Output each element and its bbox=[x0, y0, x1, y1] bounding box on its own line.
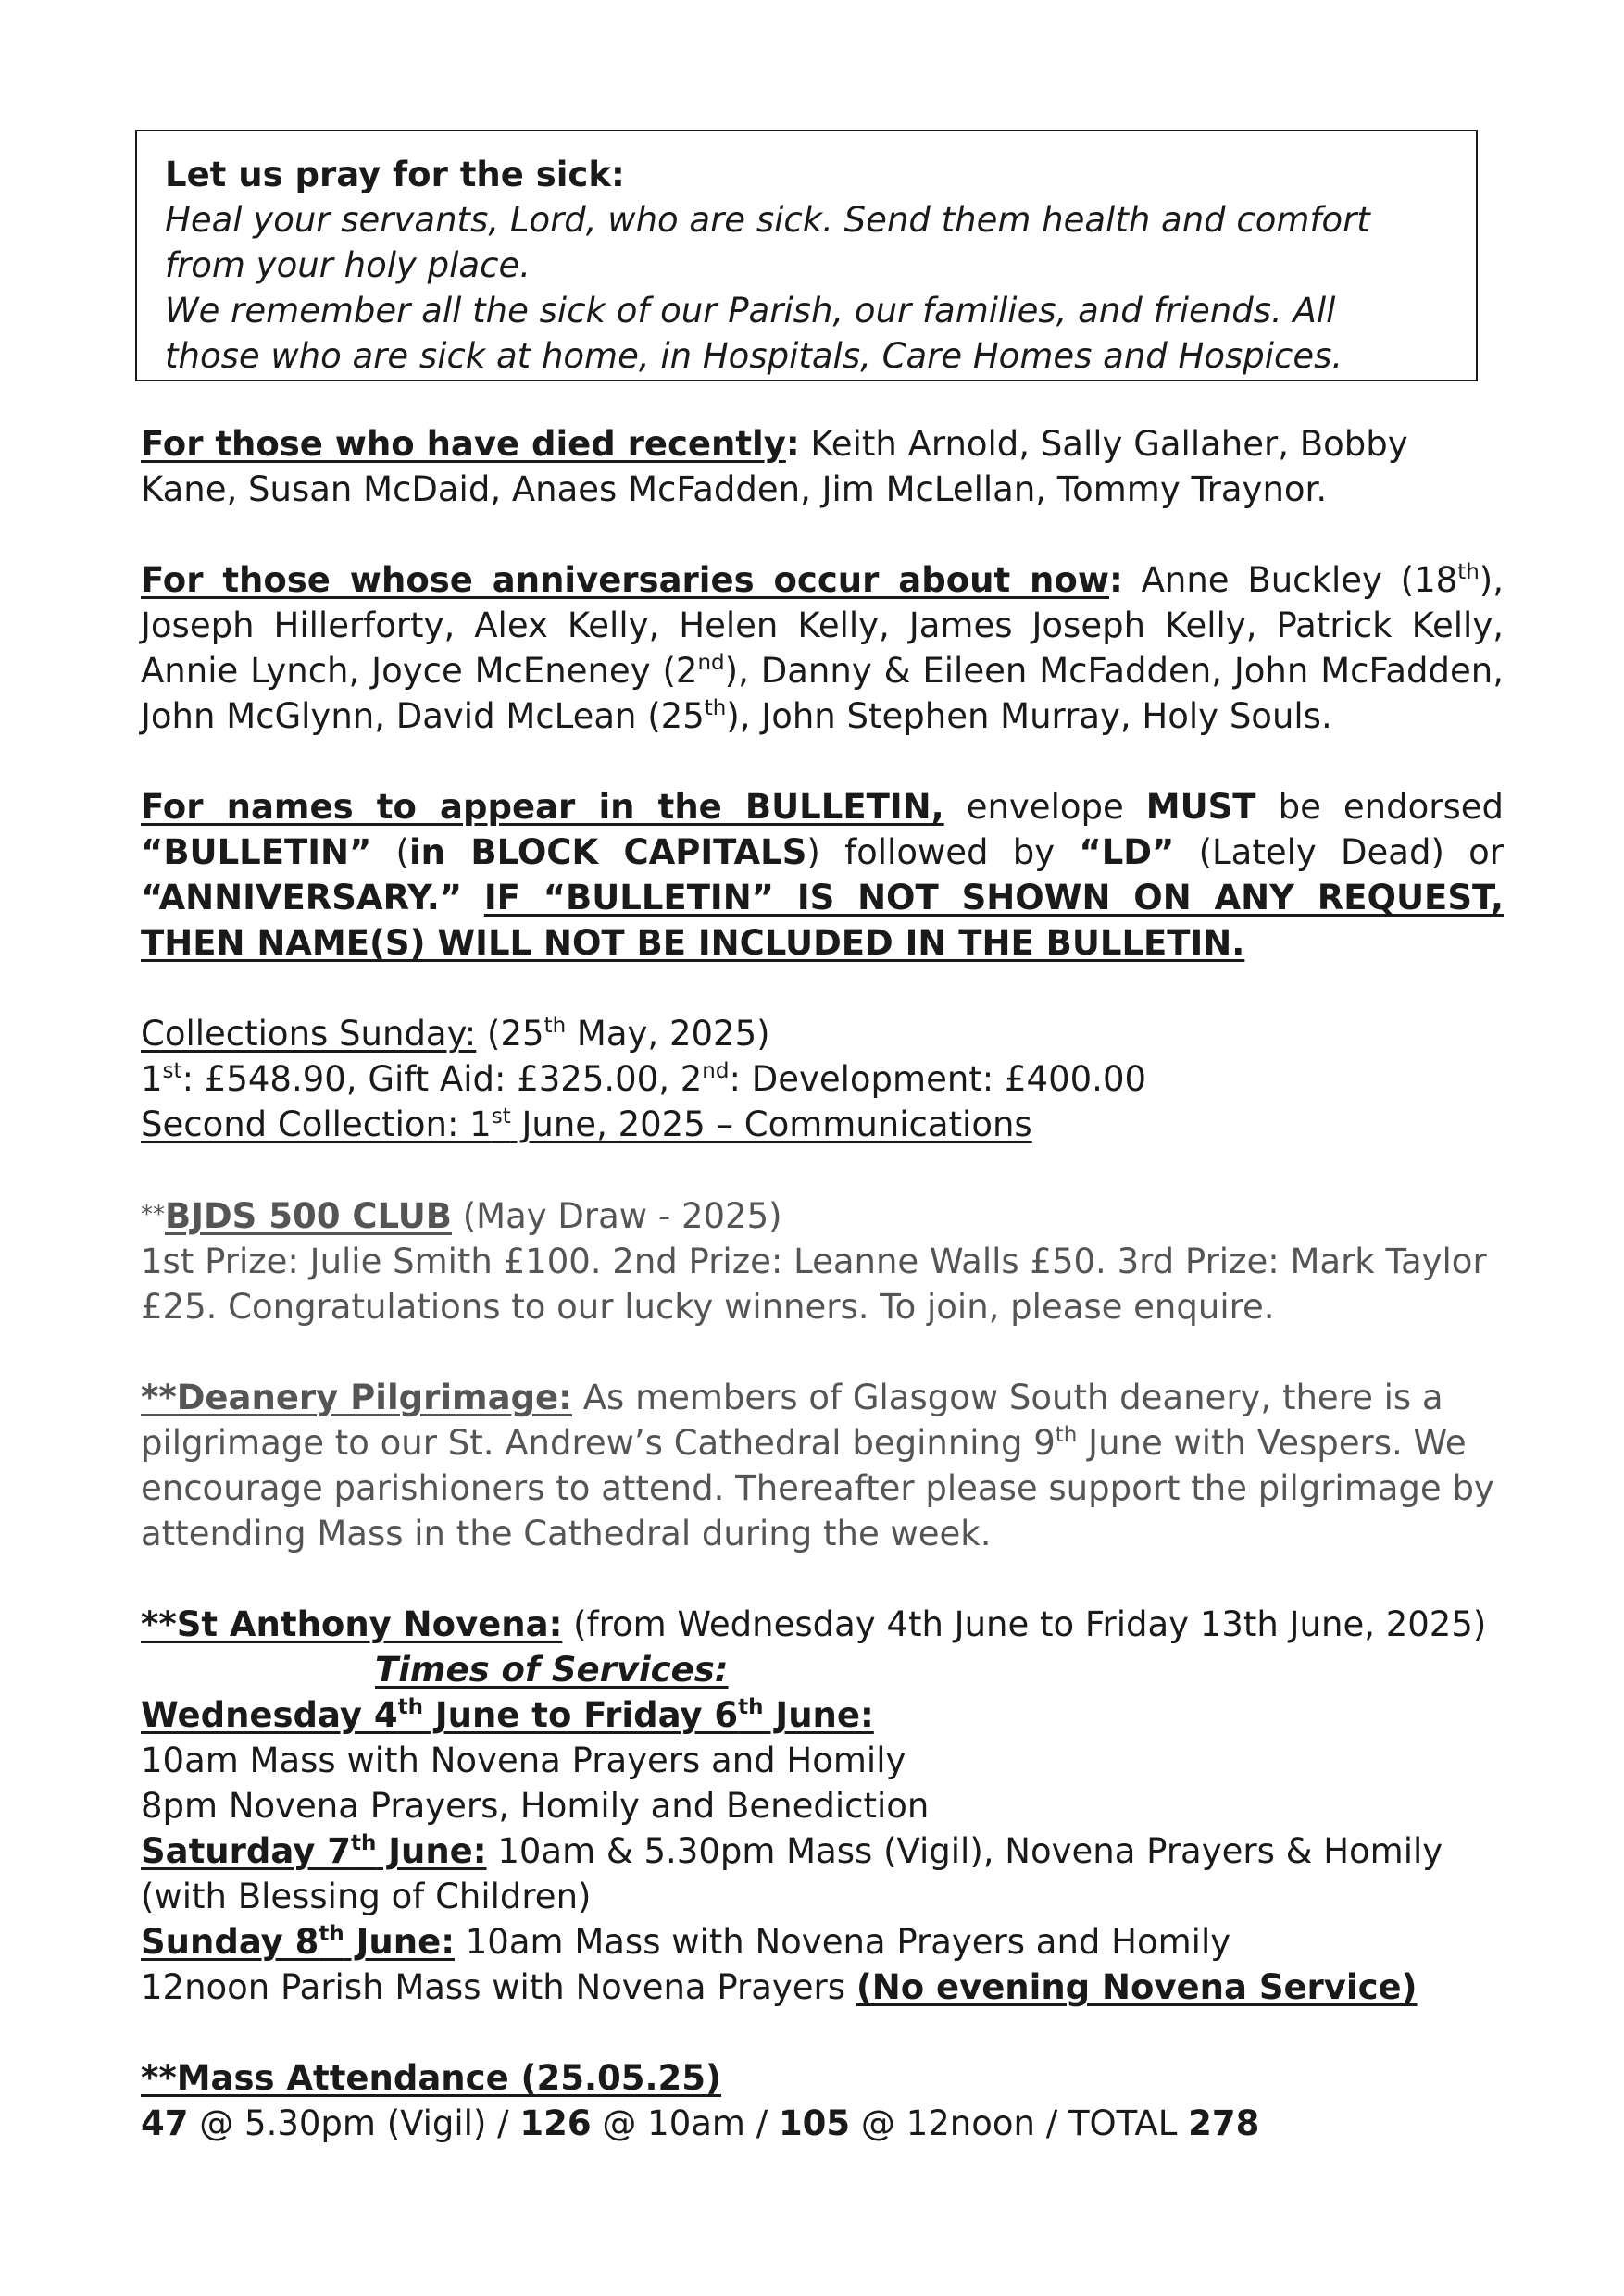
wednesday-a: Wednesday 4 bbox=[141, 1695, 398, 1735]
sick-prayer-line-4: those who are sick at home, in Hospitals, Care Homes and Hospices. bbox=[165, 336, 1343, 376]
novena-label: **St Anthony Novena: bbox=[141, 1604, 563, 1644]
second-collection-sup: st bbox=[491, 1104, 511, 1129]
collections-first-b: : £548.90, Gift Aid: £325.00, 2 bbox=[181, 1059, 703, 1099]
bulletin-text-5: (Lately Dead) or bbox=[1174, 832, 1504, 872]
attendance-text-1: @ 5.30pm (Vigil) / bbox=[188, 2103, 520, 2143]
anniversaries-text-4: ), John Stephen Murray, Holy Souls. bbox=[726, 696, 1332, 736]
recently-died-names: Keith Arnold, Sally Gallaher, Bobby Kane, Susan McDaid, Anaes McFadden, Jim McLellan, Tommy Traynor. bbox=[141, 424, 1408, 509]
anniversaries-sup-3: th bbox=[704, 696, 727, 720]
pilgrimage-section bbox=[141, 1375, 1504, 1556]
bulletin-text-4: ) followed by bbox=[806, 832, 1080, 872]
pilgrimage-text-1: As members of Glasgow South deanery, there is a pilgrimage to our St. Andrew’s Cathedral beginning 9 bbox=[141, 1378, 1443, 1463]
pilgrimage-label: **Deanery Pilgrimage: bbox=[141, 1378, 572, 1417]
wednesday-line-1: 10am Mass with Novena Prayers and Homily bbox=[141, 1741, 906, 1780]
attendance-vigil-count: 47 bbox=[141, 2103, 189, 2143]
saturday-text: 10am & 5.30pm Mass (Vigil), Novena Prayers & Homily bbox=[486, 1831, 1443, 1871]
saturday-heading bbox=[141, 1831, 487, 1871]
wednesday-heading bbox=[141, 1692, 1504, 1738]
saturday-sup: th bbox=[350, 1831, 377, 1855]
wednesday-c: June: bbox=[763, 1695, 874, 1735]
collections-first-a: 1 bbox=[141, 1059, 163, 1099]
club-stars: ** bbox=[141, 1201, 165, 1229]
noon-mass-text: 12noon Parish Mass with Novena Prayers bbox=[141, 1967, 856, 2007]
pilgrimage-sup: th bbox=[1055, 1423, 1078, 1447]
attendance-10am-count: 126 bbox=[519, 2103, 592, 2143]
collections-development: : Development: £400.00 bbox=[729, 1059, 1147, 1099]
sick-prayer-line-2: from your holy place. bbox=[165, 245, 531, 285]
attendance-label: **Mass Attendance (25.05.25) bbox=[141, 2058, 721, 2098]
attendance-text-2: @ 10am / bbox=[591, 2103, 779, 2143]
second-collection-line bbox=[141, 1102, 1504, 1147]
bulletin-warning: IF “BULLETIN” IS NOT SHOWN ON ANY REQUEST, THEN NAME(S) WILL NOT BE INCLUDED IN THE BULLETIN. bbox=[141, 878, 1504, 963]
prayer-for-sick-box bbox=[135, 130, 1478, 381]
pilgrimage-text-2: June with Vespers. We encourage parishioners to attend. Thereafter please support the pilgrimage by attending Mass in the Cathedral during the week. bbox=[141, 1423, 1494, 1554]
sunday-heading bbox=[141, 1922, 455, 1962]
bulletin-text-3: ( bbox=[371, 832, 409, 872]
bulletin-instructions-label: For names to appear in the BULLETIN, bbox=[141, 787, 944, 827]
anniversaries-label: For those whose anniversaries occur about now bbox=[141, 560, 1110, 600]
collections-label: Collections Sunday: bbox=[141, 1014, 477, 1054]
attendance-total: 278 bbox=[1188, 2103, 1260, 2143]
sunday-sup: th bbox=[319, 1922, 344, 1946]
sunday-b: June: bbox=[344, 1922, 455, 1962]
wednesday-sup-2: th bbox=[738, 1695, 764, 1719]
anniversaries-sup-2: nd bbox=[697, 651, 725, 675]
sick-heading: Let us pray for the sick: bbox=[165, 155, 625, 194]
attendance-text-3: @ 12noon / TOTAL bbox=[850, 2103, 1189, 2143]
novena-dates: (from Wednesday 4th June to Friday 13th June, 2025) bbox=[562, 1604, 1487, 1644]
anniversaries-text-2: ), Joseph Hillerforty, Alex Kelly, Helen Kelly, James Joseph Kelly, Patrick Kelly, Annie Lynch, Joyce McEneney (2 bbox=[141, 560, 1504, 691]
bulletin-text-1: envelope bbox=[943, 787, 1146, 827]
anniversaries-text-3: ), Danny & Eileen McFadden, John McFadden, John McGlynn, David McLean (25 bbox=[141, 651, 1504, 736]
bulletin-must: MUST bbox=[1145, 787, 1256, 827]
sick-prayer-line-3: We remember all the sick of our Parish, our families, and friends. All bbox=[165, 291, 1336, 331]
bulletin-text-6 bbox=[462, 878, 484, 917]
anniversaries-sup-1: th bbox=[1457, 560, 1480, 584]
anniversaries-text-1: Anne Buckley (18 bbox=[1122, 560, 1458, 600]
sunday-text: 10am Mass with Novena Prayers and Homily bbox=[455, 1922, 1231, 1962]
sick-prayer-line-1: Heal your servants, Lord, who are sick. Send them health and comfort bbox=[165, 200, 1370, 240]
collections-first-sup: st bbox=[162, 1059, 182, 1083]
collections-section bbox=[141, 1011, 1504, 1147]
recently-died-colon: : bbox=[785, 424, 800, 464]
second-collection-b: June, 2025 – Communications bbox=[510, 1104, 1032, 1144]
second-collection-a: Second Collection: 1 bbox=[141, 1104, 492, 1144]
bulletin-content bbox=[141, 421, 1504, 2191]
collections-date-b: May, 2025) bbox=[566, 1014, 770, 1054]
services-heading: Times of Services: bbox=[375, 1650, 729, 1690]
no-evening-note: (No evening Novena Service) bbox=[856, 1967, 1418, 2007]
wednesday-sup: th bbox=[397, 1695, 423, 1719]
mass-attendance-section bbox=[141, 2055, 1504, 2146]
bulletin-word: “BULLETIN” bbox=[141, 832, 372, 872]
bulletin-instructions-section bbox=[141, 784, 1504, 966]
club-draw: (May Draw - 2025) bbox=[451, 1196, 782, 1236]
bulletin-text-2: be endorsed bbox=[1255, 787, 1504, 827]
anniversaries-colon: : bbox=[1109, 560, 1123, 600]
500-club-section bbox=[141, 1192, 1504, 1329]
bulletin-anniversary: “ANNIVERSARY.” bbox=[141, 878, 463, 917]
novena-section bbox=[141, 1602, 1504, 2010]
wednesday-b: June to Friday 6 bbox=[422, 1695, 739, 1735]
anniversaries-section bbox=[141, 557, 1504, 739]
collections-second-sup: nd bbox=[702, 1059, 730, 1083]
attendance-noon-count: 105 bbox=[778, 2103, 851, 2143]
collections-date-a: (25 bbox=[476, 1014, 544, 1054]
bulletin-block-capitals: in BLOCK CAPITALS bbox=[408, 832, 807, 872]
club-prizes: 1st Prize: Julie Smith £100. 2nd Prize: Leanne Walls £50. 3rd Prize: Mark Taylor £25. Congratulations to our lucky winners. To join, please enquire. bbox=[141, 1242, 1487, 1327]
collections-date-sup: th bbox=[543, 1014, 567, 1038]
sunday-a: Sunday 8 bbox=[141, 1922, 319, 1962]
recently-died-label: For those who have died recently bbox=[141, 424, 786, 464]
saturday-b: June: bbox=[376, 1831, 487, 1871]
bulletin-ld: “LD” bbox=[1079, 832, 1175, 872]
wednesday-line-2: 8pm Novena Prayers, Homily and Benediction bbox=[141, 1786, 930, 1826]
saturday-line-2: (with Blessing of Children) bbox=[141, 1877, 592, 1916]
saturday-a: Saturday 7 bbox=[141, 1831, 351, 1871]
club-label: BJDS 500 CLUB bbox=[165, 1196, 452, 1236]
recently-died-section bbox=[141, 421, 1504, 512]
